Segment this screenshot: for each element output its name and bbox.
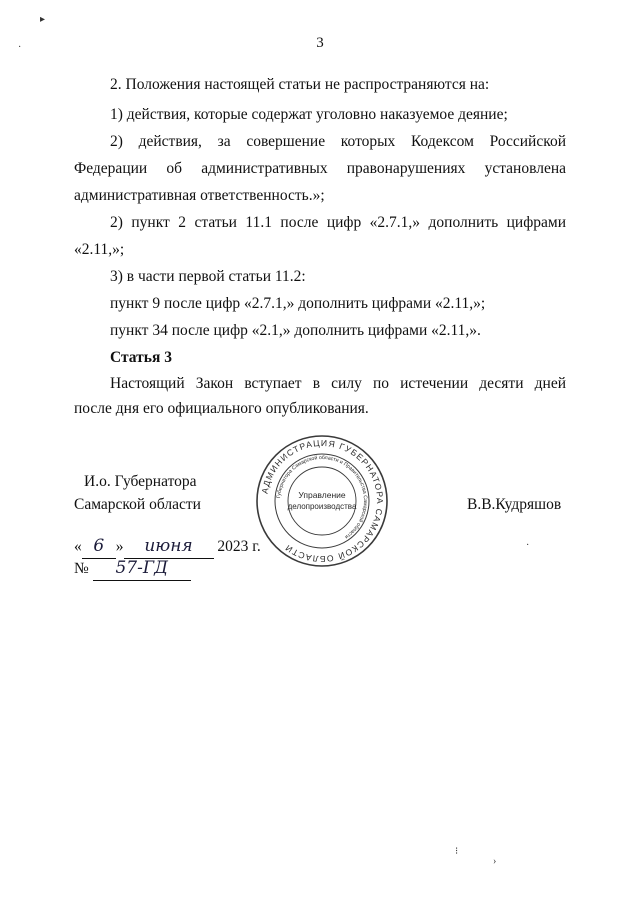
number-value: 57-ГД xyxy=(115,558,168,578)
law-number xyxy=(74,557,191,581)
signatory-position-line2: Самарской области xyxy=(74,496,201,513)
page-number: 3 xyxy=(316,35,324,51)
scan-mark: · xyxy=(18,42,22,53)
paragraph-entry-into-force-line2: после дня его официального опубликования. xyxy=(74,400,369,417)
paragraph-item-2-line1: 2) действия, за совершение которых Кодексом Российской xyxy=(110,133,566,150)
stamp-center-line1: Управление xyxy=(298,490,346,500)
stamp-inner-text: Губернатора Самарской области и Правительства Самарской области xyxy=(276,454,369,540)
paragraph-clause-2: 2. Положения настоящей статьи не распространяются на: xyxy=(110,76,490,93)
article-3-heading: Статья 3 xyxy=(110,349,172,366)
date-year: 2023 г. xyxy=(217,538,261,555)
paragraph-item-1: 1) действия, которые содержат уголовно наказуемое деяние; xyxy=(110,106,508,123)
scan-mark: ⁝ xyxy=(455,846,459,857)
paragraph-amendment-11-2: 3) в части первой статьи 11.2: xyxy=(110,268,306,285)
scan-mark: › xyxy=(493,856,497,867)
stamp-outer-text: АДМИНИСТРАЦИЯ ГУБЕРНАТОРА САМАРСКОЙ ОБЛАСТИ xyxy=(259,437,386,565)
paragraph-point-34: пункт 34 после цифр «2.1,» дополнить цифрами «2.11,». xyxy=(110,322,481,339)
scan-mark: · xyxy=(526,540,530,551)
date-day: 6 xyxy=(93,536,105,556)
official-stamp xyxy=(254,433,390,569)
date-open-quote: « xyxy=(74,538,82,555)
paragraph-amendment-11-1-line1: 2) пункт 2 статьи 11.1 после цифр «2.7.1,» дополнить цифрами xyxy=(110,214,566,231)
signing-date xyxy=(74,535,261,559)
paragraph-point-9: пункт 9 после цифр «2.7.1,» дополнить цифрами «2.11,»; xyxy=(110,295,486,312)
date-close-quote: » xyxy=(115,538,124,555)
scan-mark: ▸ xyxy=(40,14,46,25)
paragraph-item-2-line3: административная ответственность.»; xyxy=(74,187,325,204)
paragraph-item-2-line2: Федерации об административных правонарушениях установлена xyxy=(74,160,566,177)
number-prefix: № xyxy=(74,560,89,577)
date-month: июня xyxy=(144,536,193,556)
paragraph-amendment-11-1-line2: «2.11,»; xyxy=(74,241,125,258)
signatory-position-line1: И.о. Губернатора xyxy=(84,473,197,490)
stamp-center-line2: делопроизводства xyxy=(287,502,357,511)
signatory-name: В.В.Кудряшов xyxy=(467,496,562,513)
paragraph-entry-into-force-line1: Настоящий Закон вступает в силу по истечении десяти дней xyxy=(110,375,566,392)
